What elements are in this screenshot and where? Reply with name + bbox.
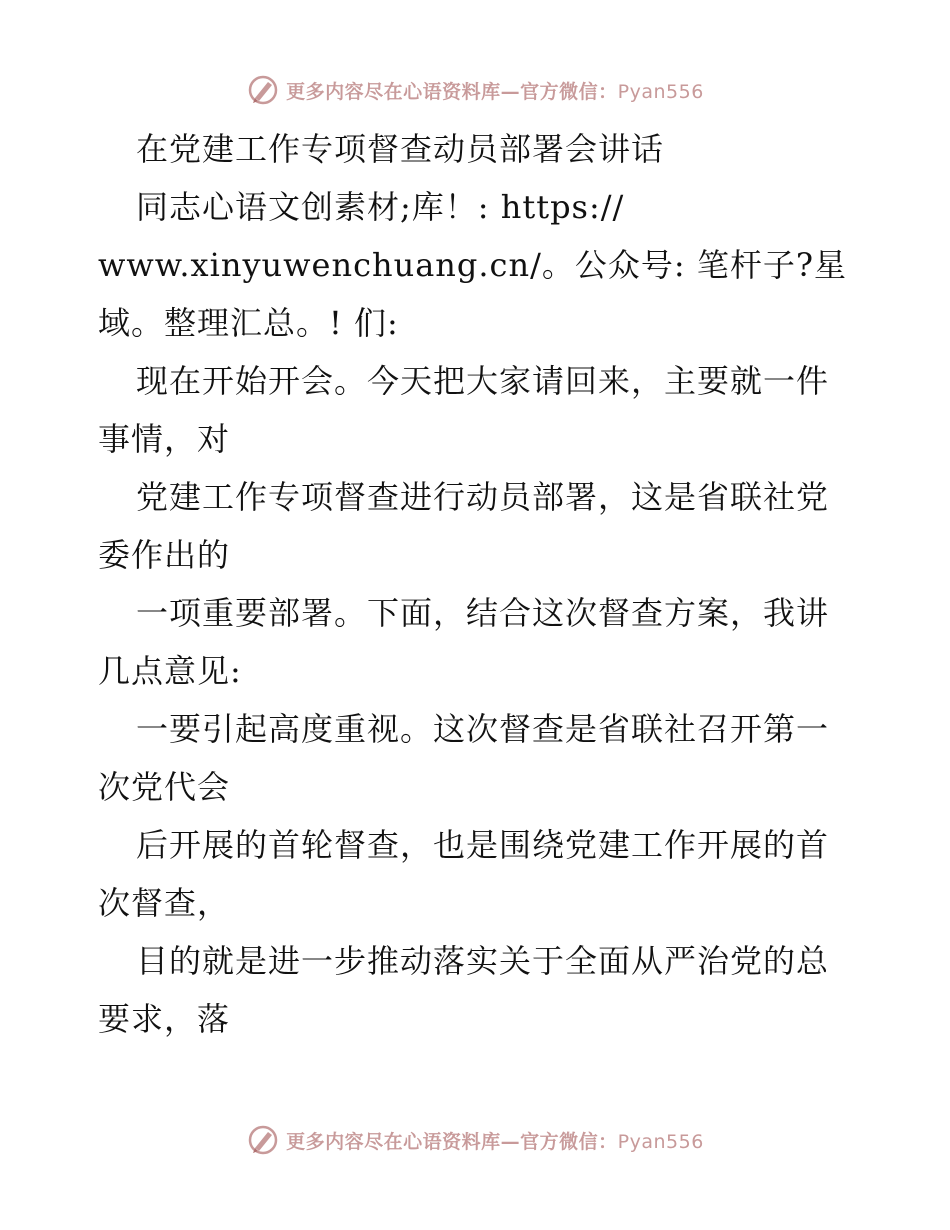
text-line: 后开展的首轮督查，也是围绕党建工作开展的首 [136,826,830,864]
text-line: 几点意见: [98,652,242,690]
watermark-handle: Pyan556 [617,80,704,103]
text-line: 次督查， [98,884,231,922]
text-line: 委作出的 [98,536,231,574]
watermark-handle: Pyan556 [617,1130,704,1153]
watermark-label: 更多内容尽在心语资料库—官方微信： [286,80,618,103]
text-line: 一要引起高度重视。这次督查是省联社召开第一 [136,710,830,748]
header-watermark [246,73,704,107]
text-line: www.xinyuwenchuang.cn/。公众号: 笔杆子?星 [98,246,847,284]
text-line: 次党代会 [98,768,231,806]
document-body [98,120,858,1048]
text-line: 目的就是进一步推动落实关于全面从严治党的总 [136,942,830,980]
text-line: 要求，落 [98,1000,231,1038]
watermark-text [286,1127,704,1154]
text-line: 事情，对 [98,420,231,458]
watermark-label: 更多内容尽在心语资料库—官方微信： [286,1130,618,1153]
text-line: 现在开始开会。今天把大家请回来，主要就一件 [136,362,830,400]
watermark-text [286,77,704,104]
pen-logo-icon [246,1123,280,1157]
footer-watermark [246,1123,704,1157]
text-line: 党建工作专项督查进行动员部署，这是省联社党 [136,478,830,516]
footer-watermark-banner [0,1120,950,1160]
header-watermark-banner [0,70,950,110]
pen-logo-icon [246,73,280,107]
text-line: 同志心语文创素材;库！: https:// [136,188,625,226]
text-line: 在党建工作专项督查动员部署会讲话 [136,130,665,168]
text-line: 域。整理汇总。! 们: [98,304,399,342]
text-line: 一项重要部署。下面，结合这次督查方案，我讲 [136,594,830,632]
